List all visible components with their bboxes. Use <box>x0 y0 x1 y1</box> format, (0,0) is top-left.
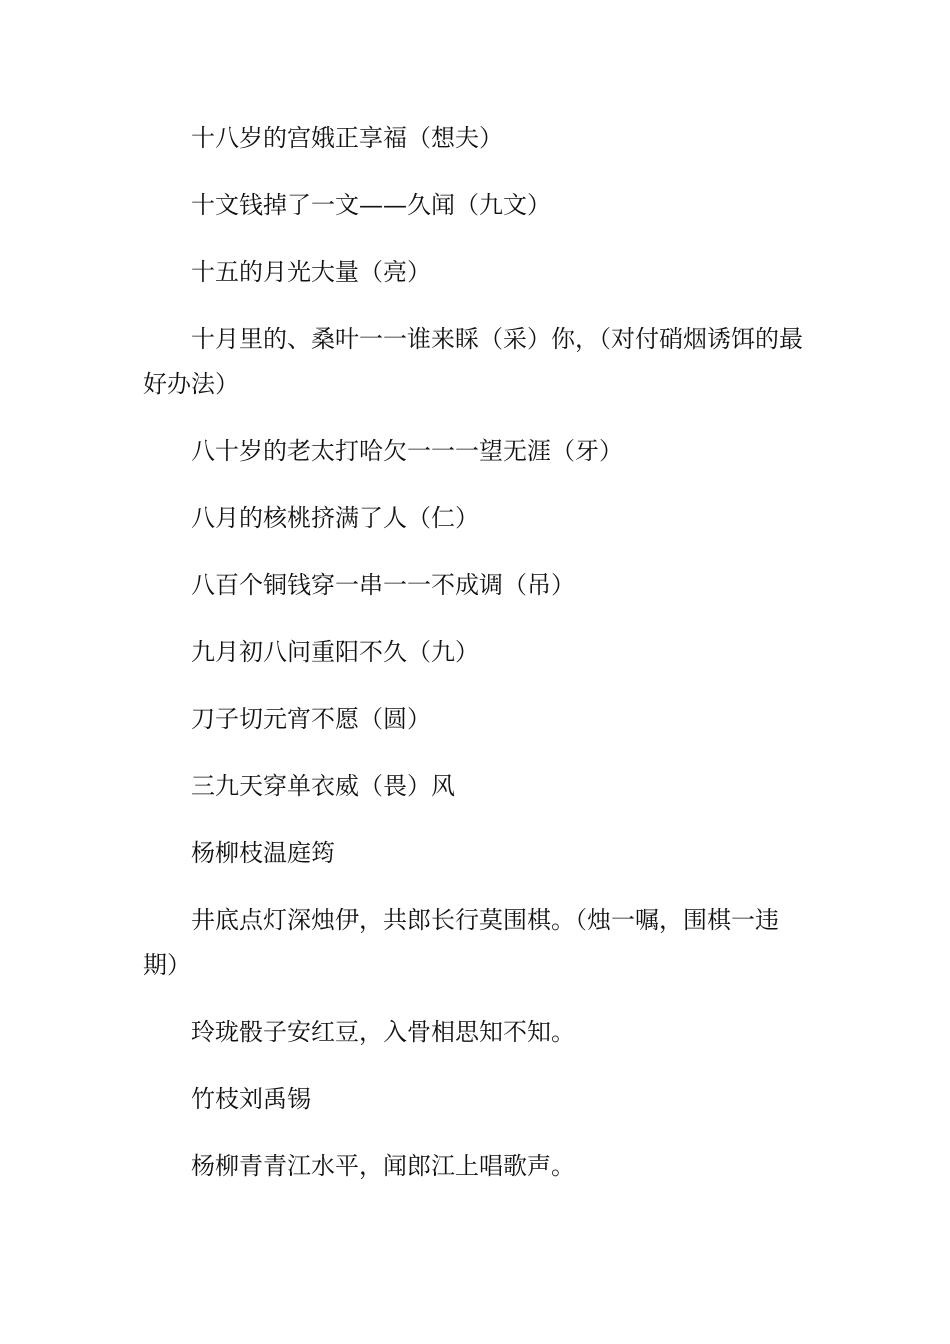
paragraph: 十五的月光大量（亮） <box>191 258 431 286</box>
paragraph: 刀子切元宵不愿（圆） <box>191 705 431 733</box>
paragraph: 杨柳青青江水平，闻郎江上唱歌声。 <box>191 1152 575 1180</box>
poem-title: 竹枝刘禹锡 <box>191 1085 311 1113</box>
paragraph: 十文钱掉了一文——久闻（九文） <box>191 191 551 219</box>
paragraph: 八月的核桃挤满了人（仁） <box>191 504 479 532</box>
paragraph: 八百个铜钱穿一串一一不成调（吊） <box>191 571 575 599</box>
paragraph: 十月里的、桑叶一一谁来睬（采）你，（对付硝烟诱饵的最好办法） <box>143 325 803 398</box>
paragraph: 三九天穿单衣威（畏）风 <box>191 772 455 800</box>
paragraph: 十八岁的宫娥正享福（想夫） <box>191 124 503 152</box>
document-body <box>143 116 805 1211</box>
paragraph: 九月初八问重阳不久（九） <box>191 638 479 666</box>
poem-title: 杨柳枝温庭筠 <box>191 839 335 867</box>
paragraph: 井底点灯深烛伊，共郎长行莫围棋。（烛一嘱，围棋一违期） <box>143 906 779 979</box>
paragraph: 玲珑骰子安红豆，入骨相思知不知。 <box>191 1018 575 1046</box>
paragraph: 八十岁的老太打哈欠一一一望无涯（牙） <box>191 437 623 465</box>
